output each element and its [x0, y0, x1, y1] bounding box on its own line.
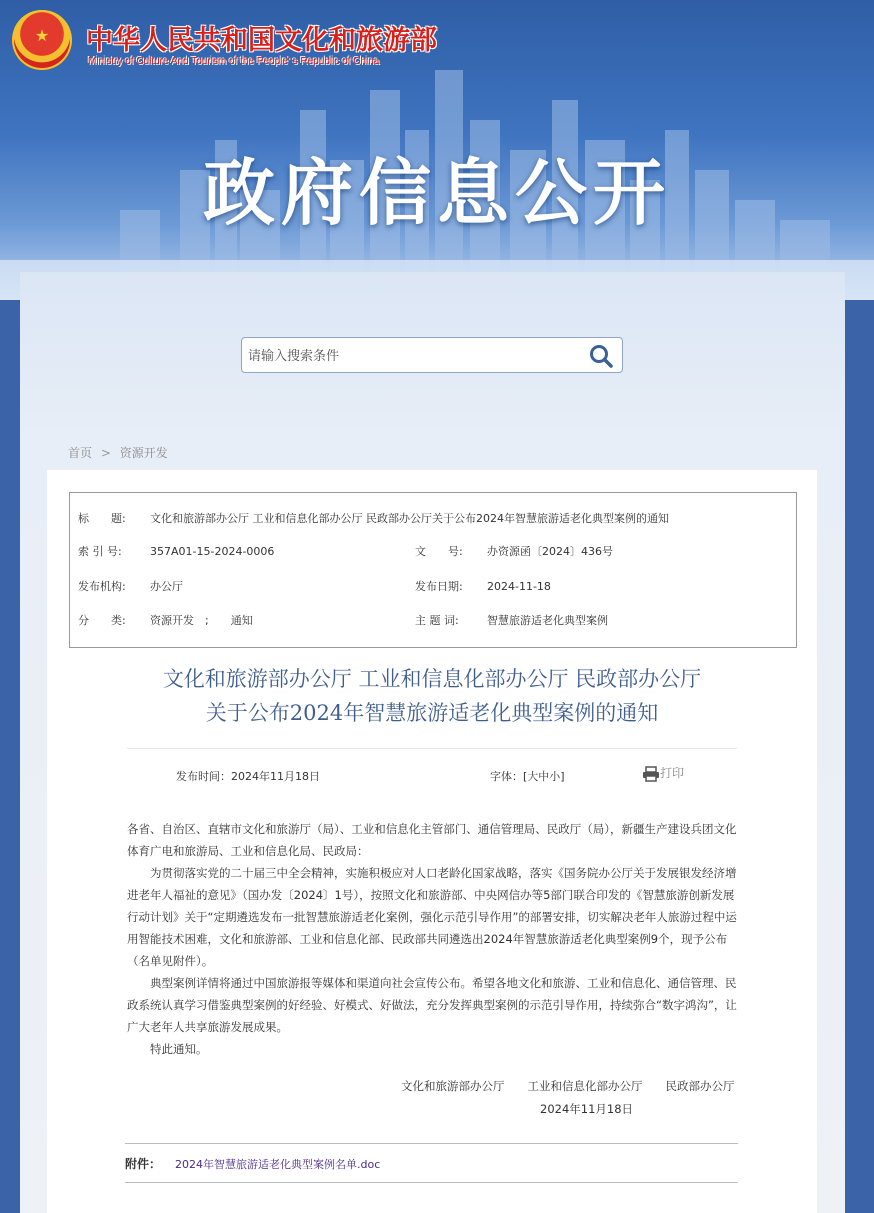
article-title-line2: 关于公布2024年智慧旅游适老化典型案例的通知 [205, 701, 659, 725]
meta-date-label: 发布日期: [415, 580, 463, 593]
meta-category-label: 分 类: [78, 614, 126, 627]
meta-row-category [78, 611, 253, 631]
search-box [241, 337, 623, 373]
search-icon[interactable] [588, 343, 614, 369]
meta-row-index [78, 542, 274, 562]
attachment-divider-bottom [125, 1182, 738, 1183]
meta-title-value: 文化和旅游部办公厅 工业和信息化部办公厅 民政部办公厅关于公布2024年智慧旅游适老化典型案例的通知 [150, 512, 669, 525]
print-button[interactable] [642, 764, 684, 782]
meta-row-date [415, 577, 551, 597]
breadcrumb-home[interactable]: 首页 [68, 446, 93, 460]
banner-title: 政府信息公开 [202, 151, 671, 235]
paragraph-addressee: 各省、自治区、直辖市文化和旅游厅（局）、工业和信息化主管部门、通信管理局、民政厅（局），新疆生产建设兵团文化体育广电和旅游局、工业和信息化局、民政局： [127, 822, 737, 858]
meta-index-value: 357A01-15-2024-0006 [150, 545, 275, 558]
article-title [127, 662, 737, 730]
metadata-table [69, 492, 797, 648]
publish-time: 发布时间：2024年11月18日 [176, 770, 320, 783]
paragraph-promotion: 典型案例详情将通过中国旅游报等媒体和渠道向社会宣传公布。希望各地文化和旅游、工业和信息化、通信管理、民政系统认真学习借鉴典型案例的好经验、好模式、好做法，充分发挥典型案例的示范引导作用，持续弥合“数字鸿沟”，让广大老年人共享旅游发展成果。 [127, 976, 737, 1034]
search-input[interactable] [246, 338, 580, 374]
meta-docno-label: 文 号: [415, 545, 463, 558]
font-size-switch[interactable]: 字体：[大中小] [490, 770, 565, 783]
meta-docno-value: 办资源函〔2024〕436号 [487, 545, 613, 558]
meta-date-value: 2024-11-18 [487, 580, 551, 593]
meta-topic-label: 主 题 词: [415, 614, 459, 627]
meta-category-value: 资源开发 ; 通知 [150, 614, 253, 627]
meta-row-docno [415, 542, 613, 562]
attachment-label: 附件： [125, 1157, 162, 1171]
header-banner [0, 0, 874, 300]
meta-org-label: 发布机构: [78, 580, 126, 593]
ministry-name-cn[interactable]: 中华人民共和国文化和旅游部 [86, 25, 437, 56]
signature-date: 2024年11月18日 [540, 1102, 634, 1116]
meta-row-title [78, 509, 669, 529]
article-title-line1: 文化和旅游部办公厅 工业和信息化部办公厅 民政部办公厅 [162, 667, 702, 691]
signature-orgs: 文化和旅游部办公厅 工业和信息化部办公厅 民政部办公厅 [401, 1079, 735, 1093]
paragraph-main: 为贯彻落实党的二十届三中全会精神，实施积极应对人口老龄化国家战略，落实《国务院办公厅关于发展银发经济增进老年人福祉的意见》（国办发〔2024〕1号），按照文化和旅游部、中央网信办等5部门联合印发的《智慧旅游创新发展行动计划》关于“定期遴选发布一批智慧旅游适老化案例，强化示范引导作用”的部署安排，切实解决老年人旅游过程中运用智能技术困难，文化和旅游部、工业和信息化部、民政部共同遴选出2024年智慧旅游适老化典型案例9个，现予公布（名单见附件）。 [127, 866, 737, 968]
meta-row-org [78, 577, 183, 597]
meta-title-label: 标 题: [78, 512, 126, 525]
chevron-right-icon: > [100, 445, 111, 460]
attachment-section [125, 1155, 380, 1172]
national-emblem-icon: ★ [12, 10, 72, 70]
attachment-divider-top [125, 1143, 738, 1144]
meta-org-value: 办公厅 [150, 580, 183, 593]
title-divider [127, 748, 737, 749]
print-label: 打印 [660, 766, 685, 780]
article-body [127, 818, 739, 1060]
paragraph-closing: 特此通知。 [150, 1042, 208, 1056]
meta-row-topic [415, 611, 608, 631]
breadcrumb [68, 444, 168, 461]
printer-icon [642, 766, 660, 782]
ministry-name-en[interactable]: Ministry of Culture And Tourism of the People' s Republic of China [88, 56, 380, 67]
attachment-link[interactable]: 2024年智慧旅游适老化典型案例名单.doc [175, 1158, 381, 1171]
meta-index-label: 索 引 号: [78, 545, 122, 558]
breadcrumb-current[interactable]: 资源开发 [119, 446, 168, 460]
meta-topic-value: 智慧旅游适老化典型案例 [487, 614, 608, 627]
